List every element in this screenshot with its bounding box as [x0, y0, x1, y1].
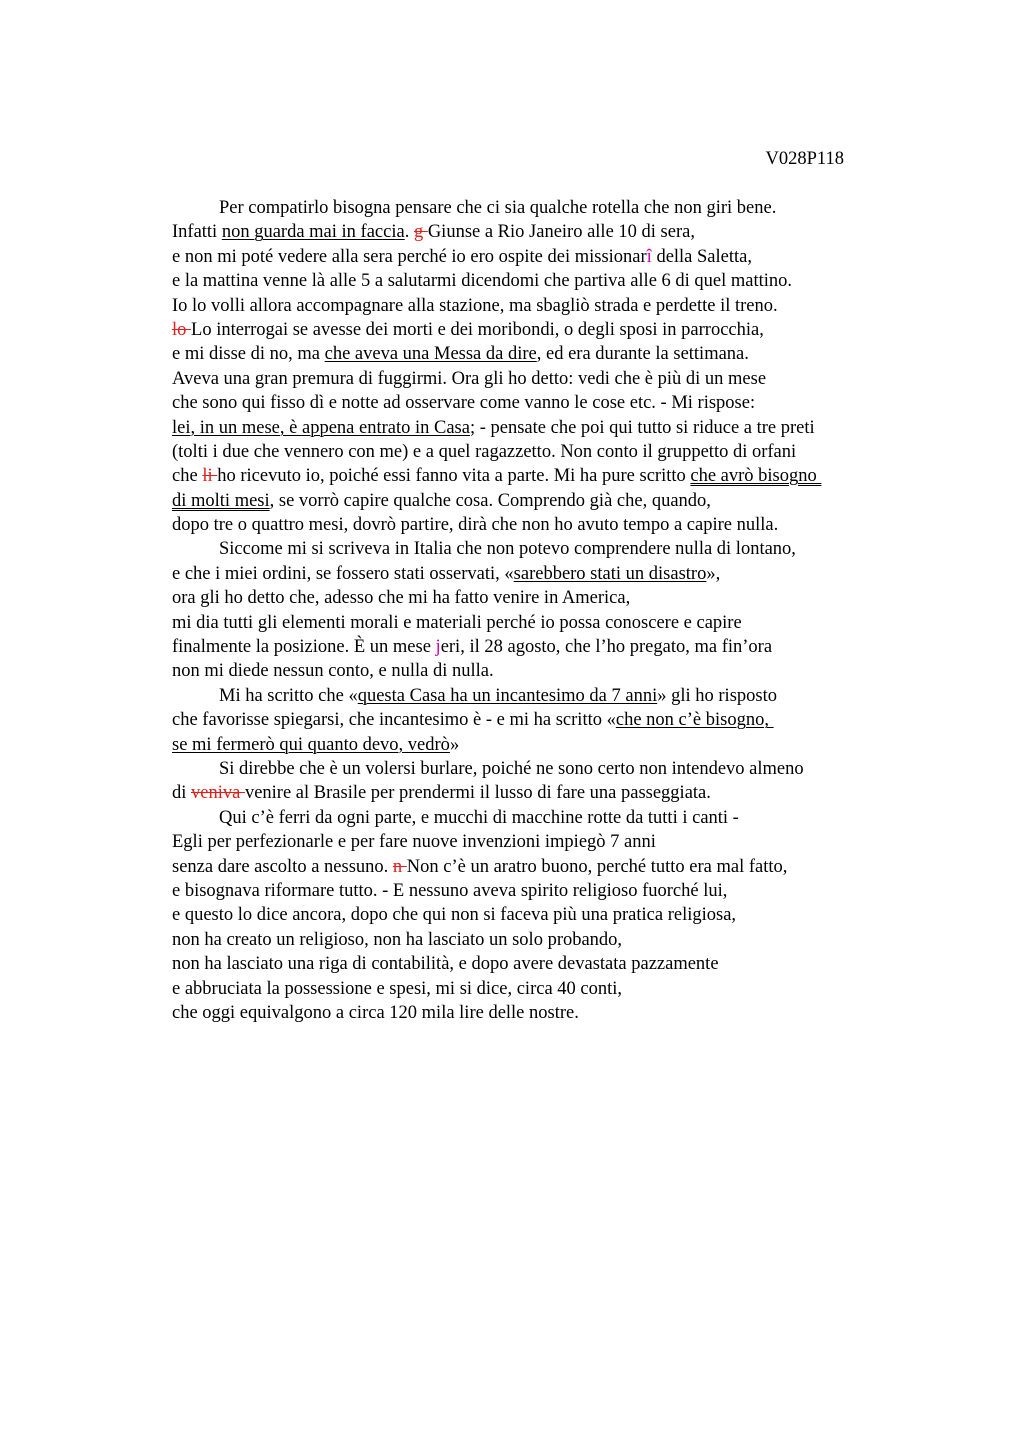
text-segment: Infatti	[172, 222, 222, 243]
text-segment: .	[404, 222, 414, 243]
text-segment: ho ricevuto io, poiché essi fanno vita a parte. Mi ha pure scritto	[217, 466, 691, 487]
text-line	[172, 1001, 912, 1025]
deleted-text: veniva	[191, 783, 245, 804]
text-segment: e bisognava riformare tutto. - E nessuno aveva spirito religioso fuorché lui,	[172, 880, 728, 901]
text-line	[172, 855, 912, 879]
text-line	[172, 903, 912, 927]
text-segment: Non c’è un aratro buono, perché tutto era mal fatto,	[406, 856, 788, 877]
text-segment: Aveva una gran premura di fuggirmi. Ora gli ho detto: vedi che è più di un mese	[172, 368, 767, 389]
text-line	[172, 684, 912, 708]
text-segment: senza dare ascolto a nessuno.	[172, 856, 393, 877]
text-segment: ora gli ho detto che, adesso che mi ha fatto venire in America,	[172, 588, 631, 609]
text-line	[172, 367, 912, 391]
text-line	[172, 342, 912, 366]
underlined-text: questa Casa ha un incantesimo da 7 anni	[357, 685, 658, 706]
text-segment: che oggi equivalgono a circa 120 mila lire delle nostre.	[172, 1002, 579, 1023]
text-segment: che sono qui fisso dì e notte ad osservare come vanno le cose etc. - Mi rispose:	[172, 393, 756, 414]
text-segment: non mi diede nessun conto, e nulla di nulla.	[172, 661, 494, 682]
text-line	[172, 464, 912, 488]
text-segment: Siccome mi si scriveva in Italia che non potevo comprendere nulla di lontano,	[219, 539, 796, 560]
deleted-text: lo	[172, 319, 192, 340]
text-segment: e abbruciata la possessione e spesi, mi si dice, circa 40 conti,	[172, 978, 623, 999]
text-line	[172, 440, 912, 464]
underlined-text: lei, in un mese, è appena entrato in Casa	[172, 417, 470, 438]
underlined-text: che non c’è bisogno,	[615, 710, 774, 731]
deleted-text: g	[413, 222, 428, 243]
text-line	[172, 928, 912, 952]
text-segment: Mi ha scritto che «	[219, 685, 358, 706]
text-segment: »,	[706, 563, 721, 584]
letter-body	[172, 196, 912, 1025]
text-line	[172, 879, 912, 903]
double-underlined-text: che avrò bisogno	[690, 466, 822, 487]
underlined-text: non guarda mai in faccia	[221, 222, 405, 243]
text-line	[172, 830, 912, 854]
text-segment: » gli ho risposto	[657, 685, 777, 706]
text-segment: della Saletta,	[651, 246, 752, 267]
text-line	[172, 586, 912, 610]
text-segment: (tolti i due che vennero con me) e a quel ragazzetto. Non conto il gruppetto di orfani	[172, 441, 797, 462]
text-segment: che favorisse spiegarsi, che incantesimo è - e mi ha scritto «	[172, 710, 616, 731]
text-line	[172, 781, 912, 805]
text-line	[172, 294, 912, 318]
text-segment: mi dia tutti gli elementi morali e materiali perché io possa conoscere e capire	[172, 612, 742, 633]
text-line	[172, 708, 912, 732]
text-segment: , se vorrò capire qualche cosa. Comprendo già che, quando,	[269, 490, 711, 511]
page-identifier: V028P118	[765, 149, 844, 169]
text-segment: dopo tre o quattro mesi, dovrò partire, dirà che non ho avuto tempo a capire nulla.	[172, 515, 779, 536]
text-segment: Lo interrogai se avesse dei morti e dei moribondi, o degli sposi in parrocchia,	[191, 319, 764, 340]
underlined-text: se mi fermerò qui quanto devo, vedrò	[172, 734, 450, 755]
deleted-text: li	[202, 466, 218, 487]
text-line	[172, 733, 912, 757]
text-line	[172, 659, 912, 683]
correction-mark: î	[646, 246, 652, 267]
correction-mark: j	[435, 637, 441, 658]
text-line	[172, 220, 912, 244]
text-line	[172, 635, 912, 659]
text-line	[172, 611, 912, 635]
text-segment: Si direbbe che è un volersi burlare, poiché ne sono certo non intendevo almeno	[219, 758, 804, 779]
text-segment: che	[172, 466, 203, 487]
underlined-text: sarebbero stati un disastro	[513, 563, 707, 584]
text-segment: e questo lo dice ancora, dopo che qui non si faceva più una pratica religiosa,	[172, 905, 737, 926]
text-line	[172, 952, 912, 976]
text-segment: eri, il 28 agosto, che l’ho pregato, ma fin’ora	[440, 637, 773, 658]
text-line	[172, 757, 912, 781]
text-line	[172, 537, 912, 561]
text-line	[172, 318, 912, 342]
text-line	[172, 513, 912, 537]
text-segment: finalmente la posizione. È un mese	[172, 637, 436, 658]
text-line	[172, 269, 912, 293]
text-segment: di	[172, 783, 192, 804]
text-segment: e che i miei ordini, se fossero stati osservati, «	[172, 563, 514, 584]
text-line	[172, 806, 912, 830]
text-line	[172, 391, 912, 415]
text-line	[172, 489, 912, 513]
text-segment: »	[449, 734, 460, 755]
text-line	[172, 245, 912, 269]
text-segment: Egli per perfezionarle e per fare nuove invenzioni impiegò 7 anni	[172, 832, 656, 853]
text-segment: e la mattina venne là alle 5 a salutarmi dicendomi che partiva alle 6 di quel mattino.	[172, 271, 793, 292]
text-line	[172, 416, 912, 440]
text-segment: Per compatirlo bisogna pensare che ci sia qualche rotella che non giri bene.	[219, 198, 777, 218]
text-segment: Io lo volli allora accompagnare alla stazione, ma sbagliò strada e perdette il treno.	[172, 295, 778, 316]
text-line	[172, 562, 912, 586]
double-underlined-text: di molti mesi	[172, 490, 270, 511]
text-segment: ; - pensate che poi qui tutto si riduce a tre preti	[469, 417, 815, 438]
deleted-text: n	[392, 856, 407, 877]
text-segment: venire al Brasile per prendermi il lusso di fare una passeggiata.	[244, 783, 711, 804]
text-segment: non ha lasciato una riga di contabilità, e dopo avere devastata pazzamente	[172, 954, 719, 975]
text-segment: e non mi poté vedere alla sera perché io ero ospite dei missionar	[172, 246, 647, 267]
text-segment: Qui c’è ferri da ogni parte, e mucchi di macchine rotte da tutti i canti -	[219, 807, 739, 828]
text-line	[172, 196, 912, 220]
text-line	[172, 977, 912, 1001]
text-segment: Giunse a Rio Janeiro alle 10 di sera,	[427, 222, 695, 243]
text-segment: non ha creato un religioso, non ha lasciato un solo probando,	[172, 929, 623, 950]
text-segment: e mi disse di no, ma	[172, 344, 325, 365]
underlined-text: che aveva una Messa da dire	[324, 344, 537, 365]
text-segment: , ed era durante la settimana.	[536, 344, 749, 365]
